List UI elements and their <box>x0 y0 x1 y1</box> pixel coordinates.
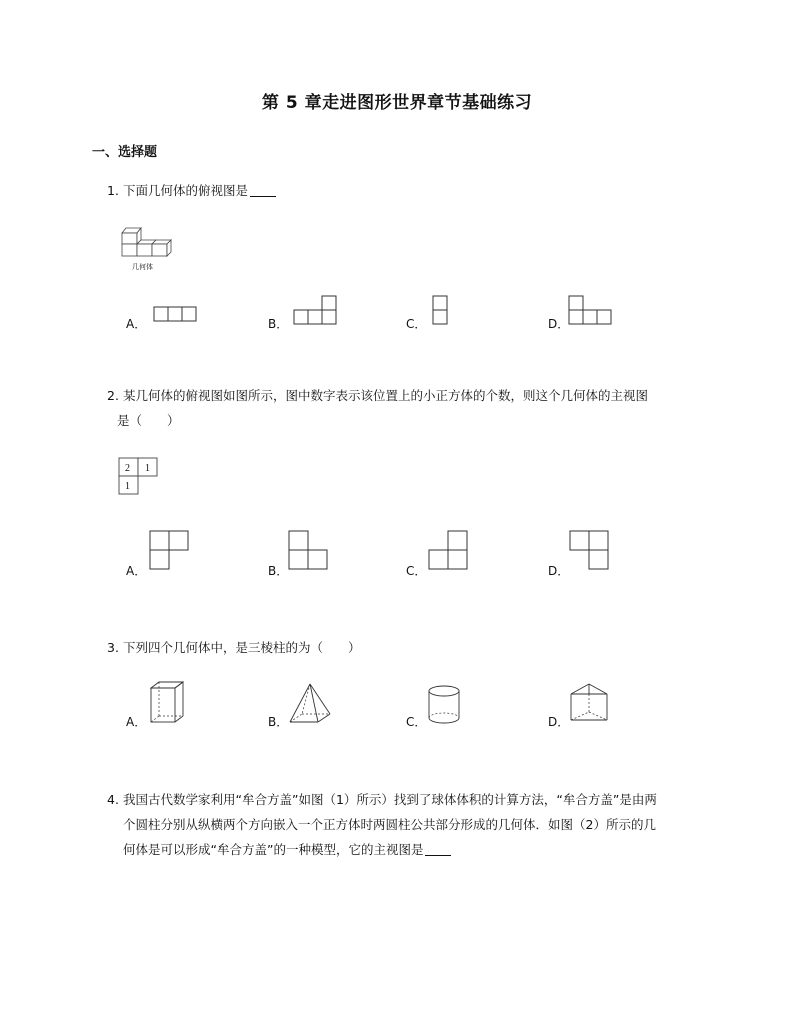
q2-top-view-grid <box>118 456 162 496</box>
section-heading: 一、选择题 <box>92 145 158 160</box>
option-a-label: A． <box>126 715 147 729</box>
question-number: 2. <box>107 388 119 403</box>
option-d-label: D． <box>548 564 570 578</box>
grid-number: 2 <box>125 463 130 474</box>
answer-blank <box>425 843 451 856</box>
question-text: 下面几何体的俯视图是 <box>123 183 249 198</box>
q2-option-a-figure <box>149 530 191 572</box>
question-2 <box>107 383 727 433</box>
question-text-line-1: 某几何体的俯视图如图所示，图中数字表示该位置上的小正方体的个数，则这个几何体的主视图 <box>123 388 649 403</box>
option-c-label: C． <box>406 564 427 578</box>
q3-option-a-rectangular-prism <box>147 680 187 726</box>
question-number: 4. <box>107 792 119 807</box>
question-1 <box>107 178 276 203</box>
option-a-label: A． <box>126 317 147 331</box>
question-text-line-2: 是（ ） <box>117 413 180 428</box>
option-a-label: A． <box>126 564 147 578</box>
question-number: 1. <box>107 183 119 198</box>
q3-option-c-cylinder <box>427 684 463 726</box>
grid-number: 1 <box>125 481 130 492</box>
option-d-label: D． <box>548 317 570 331</box>
question-number: 3. <box>107 640 119 655</box>
option-b-label: B． <box>268 317 289 331</box>
q2-option-c-figure <box>428 530 470 572</box>
question-text-line-2: 个圆柱分别从纵横两个方向嵌入一个正方体时两圆柱公共部分形成的几何体．如图（2）所示的几 <box>123 817 656 832</box>
grid-number: 1 <box>145 463 150 474</box>
q1-option-c-figure <box>432 295 448 325</box>
figure-caption: 几何体 <box>132 263 153 271</box>
q3-option-b-pyramid <box>288 682 334 726</box>
question-text-line-3: 何体是可以形成“牟合方盖”的一种模型，它的主视图是 <box>123 842 424 857</box>
q2-option-d-figure <box>569 530 611 572</box>
question-4 <box>107 787 747 862</box>
q1-option-a-figure <box>153 306 197 322</box>
question-3 <box>107 635 361 660</box>
option-b-label: B． <box>268 715 289 729</box>
option-d-label: D． <box>548 715 570 729</box>
q2-option-b-figure <box>288 530 330 572</box>
q3-option-d-triangular-prism <box>569 682 611 724</box>
page-title: 第 5 章走进图形世界章节基础练习 <box>261 93 533 113</box>
option-b-label: B． <box>268 564 289 578</box>
question-text-line-1: 我国古代数学家利用“牟合方盖”如图（1）所示）找到了球体体积的计算方法，“牟合方盖”是由两 <box>123 792 657 807</box>
answer-blank <box>250 184 276 197</box>
q1-option-b-figure <box>293 295 337 325</box>
question-text: 下列四个几何体中，是三棱柱的为（ ） <box>123 640 361 655</box>
q1-solid-figure <box>118 224 182 276</box>
option-c-label: C． <box>406 317 427 331</box>
q1-option-d-figure <box>568 295 612 325</box>
option-c-label: C． <box>406 715 427 729</box>
